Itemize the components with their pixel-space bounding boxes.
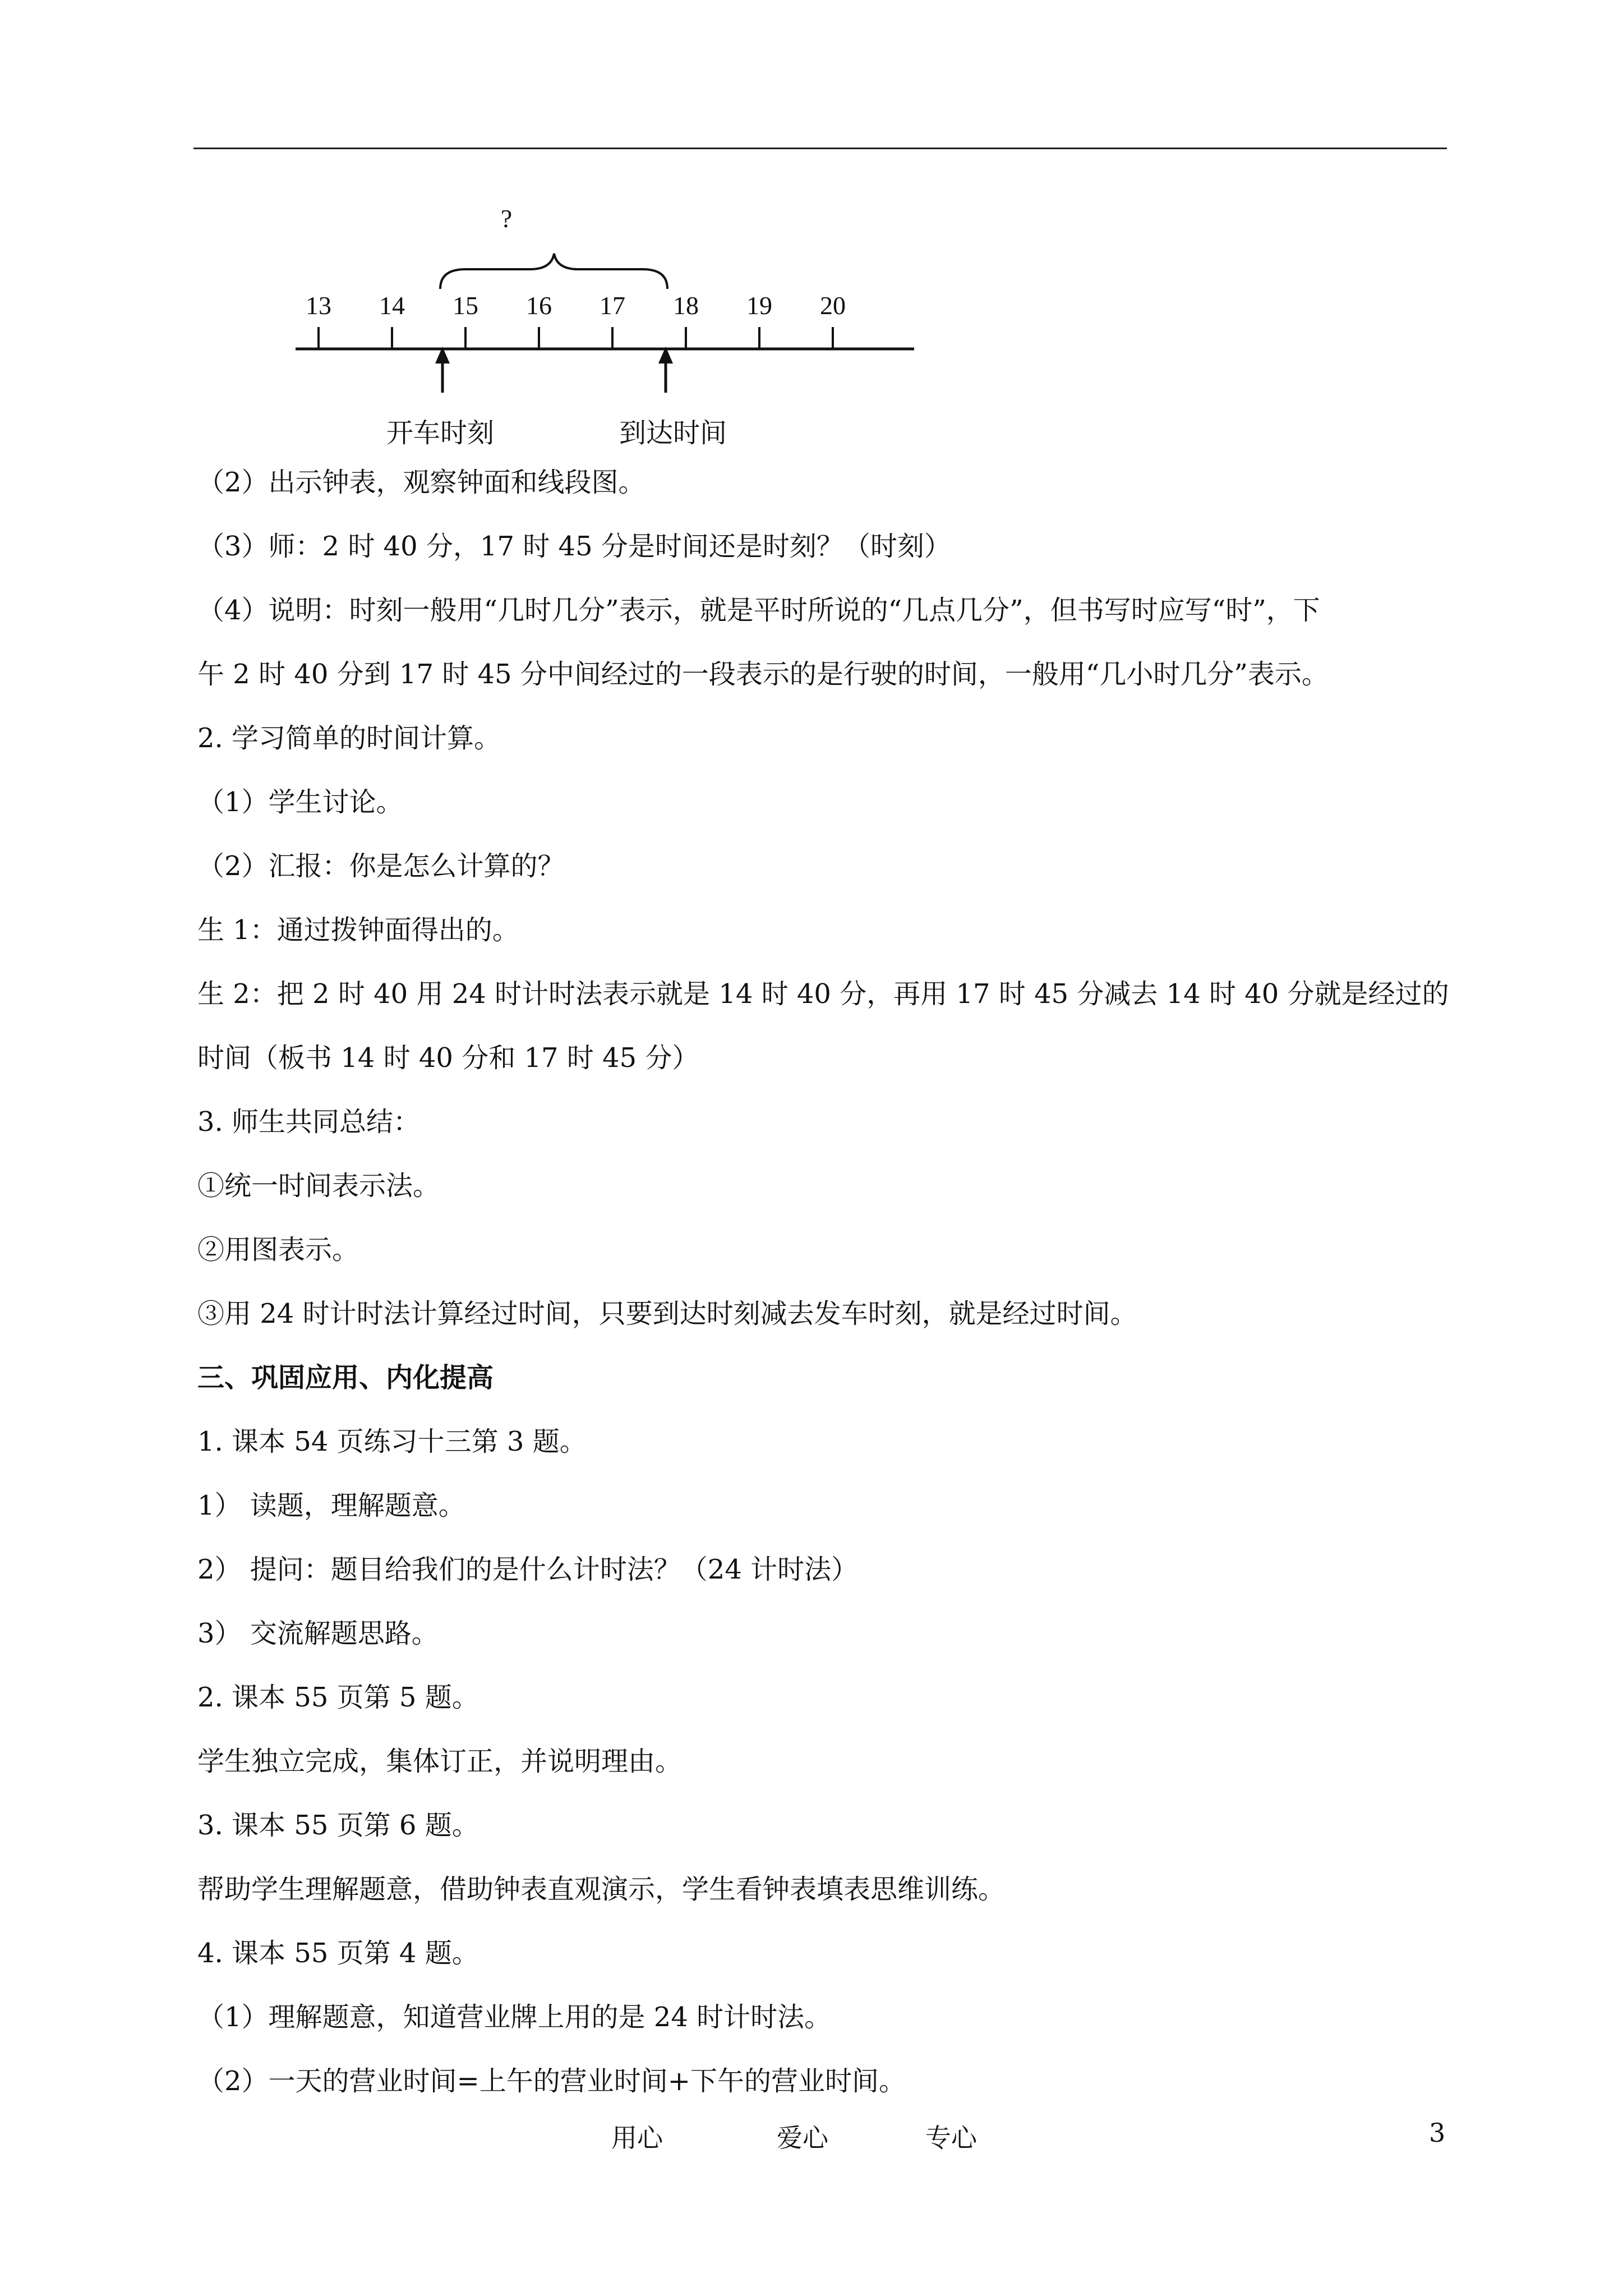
end-arrow (658, 347, 673, 393)
footer-motto-1: 用心 (611, 2123, 663, 2153)
paragraph-line: 4. 课本 55 页第 4 题。 (197, 1938, 479, 1969)
start-time-label: 开车时刻 (386, 418, 495, 448)
paragraph-line: 学生独立完成，集体订正，并说明理由。 (197, 1746, 683, 1777)
paragraph-line: （3）师：2 时 40 分，17 时 45 分是时间还是时刻？（时刻） (197, 531, 951, 562)
paragraph-line: 时间（板书 14 时 40 分和 17 时 45 分） (197, 1042, 699, 1074)
tick-label: 16 (526, 291, 552, 320)
start-arrow (435, 347, 450, 393)
paragraph-line: 3） 交流解题思路。 (197, 1618, 439, 1649)
paragraph-line: 帮助学生理解题意，借助钟表直观演示，学生看钟表填表思维训练。 (197, 1874, 1006, 1905)
paragraph-line: 1. 课本 54 页练习十三第 3 题。 (197, 1426, 587, 1457)
tick-label: 15 (453, 291, 478, 320)
paragraph-line: 生 2：把 2 时 40 用 24 时计时法表示就是 14 时 40 分，再用 17 时 45 分减去 14 时 40 分就是经过的 (197, 978, 1449, 1010)
paragraph-line: 生 1：通过拨钟面得出的。 (197, 914, 519, 946)
paragraph-line: ②用图表示。 (197, 1234, 359, 1266)
paragraph-line: 2） 提问：题目给我们的是什么计时法？（24 计时法） (197, 1554, 859, 1585)
paragraph-line: 2. 课本 55 页第 5 题。 (197, 1682, 479, 1713)
paragraph-line: 3. 师生共同总结： (197, 1106, 421, 1138)
paragraph-line: （2）汇报：你是怎么计算的？ (197, 850, 565, 882)
tick-label: 20 (820, 291, 846, 320)
page-number: 3 (1429, 2118, 1446, 2148)
paragraph-line: 3. 课本 55 页第 6 题。 (197, 1810, 479, 1841)
footer-motto-2: 爱心 (777, 2123, 828, 2153)
paragraph-line: ①统一时间表示法。 (197, 1170, 440, 1202)
paragraph-line: 1） 读题，理解题意。 (197, 1490, 465, 1521)
section-heading: 三、巩固应用、内化提高 (197, 1362, 494, 1393)
end-time-label: 到达时间 (619, 418, 727, 448)
paragraph-line: （2）出示钟表，观察钟面和线段图。 (197, 467, 645, 498)
question-mark: ? (500, 204, 513, 233)
paragraph-line: 2. 学习简单的时间计算。 (197, 723, 501, 754)
tick-label: 14 (379, 291, 405, 320)
duration-brace (440, 254, 667, 289)
paragraph-line: （4）说明：时刻一般用“几时几分”表示，就是平时所说的“几点几分”，但书写时应写“时”，下 (197, 595, 1320, 626)
paragraph-line: （1）学生讨论。 (197, 786, 403, 818)
paragraph-line: 午 2 时 40 分到 17 时 45 分中间经过的一段表示的是行驶的时间，一般用“几小时几分”表示。 (197, 659, 1329, 690)
tick-label: 13 (306, 291, 331, 320)
paragraph-line: （2）一天的营业时间=上午的营业时间+下午的营业时间。 (197, 2065, 906, 2097)
paragraph-line: ③用 24 时计时法计算经过时间，只要到达时刻减去发车时刻，就是经过时间。 (197, 1298, 1137, 1329)
tick-label: 18 (673, 291, 699, 320)
footer-motto-3: 专心 (925, 2123, 977, 2153)
paragraph-line: （1）理解题意，知道营业牌上用的是 24 时计时法。 (197, 2001, 832, 2033)
timeline-diagram (0, 0, 1623, 460)
tick-label: 17 (600, 291, 625, 320)
tick-label: 19 (746, 291, 772, 320)
